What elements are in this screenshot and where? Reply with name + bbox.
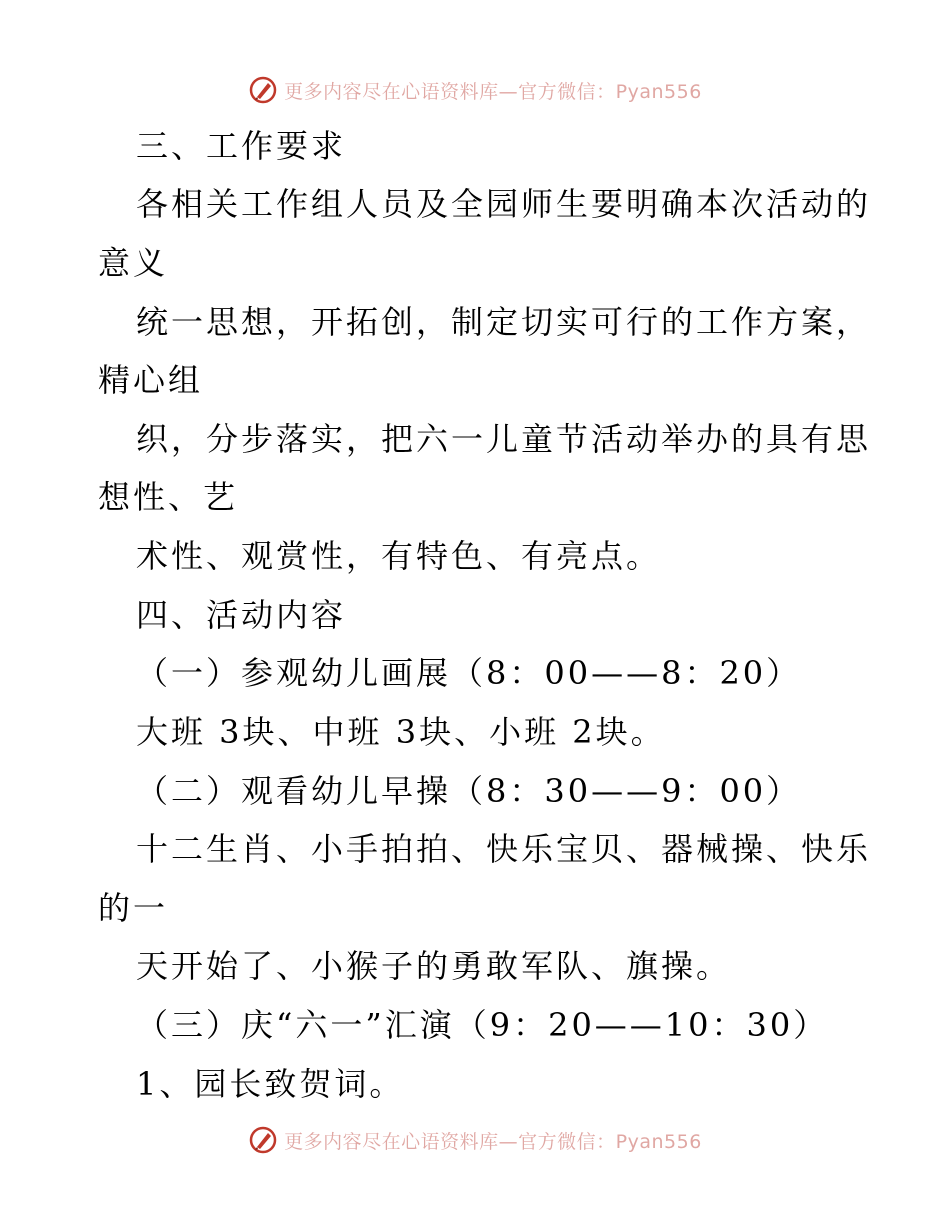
paragraph-line: 天开始了、小猴子的勇敢军队、旗操。 xyxy=(136,947,732,985)
quill-pen-logo-icon xyxy=(248,1125,278,1155)
subsection-heading-art-exhibit: （一）参观幼儿画展（8：00——8：20） xyxy=(136,654,802,692)
list-item: 1、园长致贺词。 xyxy=(136,1065,405,1103)
watermark-text: 更多内容尽在心语资料库—官方微信：Pyan556 xyxy=(284,80,702,103)
section-heading-requirements: 三、工作要求 xyxy=(136,127,347,165)
paragraph-line: 大班 3块、中班 3块、小班 2块。 xyxy=(136,713,666,751)
header-watermark xyxy=(0,72,950,108)
footer-watermark xyxy=(0,1122,950,1158)
paragraph-line: 意义 xyxy=(98,244,169,282)
paragraph-line: 术性、观赏性，有特色、有亮点。 xyxy=(136,537,662,575)
paragraph-line: 织，分步落实，把六一儿童节活动举办的具有思 xyxy=(136,420,872,458)
paragraph-line: 统一思想，开拓创，制定切实可行的工作方案， xyxy=(136,303,872,341)
section-heading-activities: 四、活动内容 xyxy=(136,596,347,634)
subsection-heading-performance: （三）庆“六一”汇演（9：20——10：30） xyxy=(136,1006,829,1044)
subsection-heading-morning-exercise: （二）观看幼儿早操（8：30——9：00） xyxy=(136,772,802,810)
watermark-text: 更多内容尽在心语资料库—官方微信：Pyan556 xyxy=(284,1130,702,1153)
paragraph-line: 想性、艺 xyxy=(98,478,239,516)
paragraph-line: 的一 xyxy=(98,889,169,927)
quill-pen-logo-icon xyxy=(248,75,278,105)
paragraph-line: 十二生肖、小手拍拍、快乐宝贝、器械操、快乐 xyxy=(136,830,872,868)
paragraph-line: 各相关工作组人员及全园师生要明确本次活动的 xyxy=(136,185,872,223)
paragraph-line: 精心组 xyxy=(98,361,204,399)
